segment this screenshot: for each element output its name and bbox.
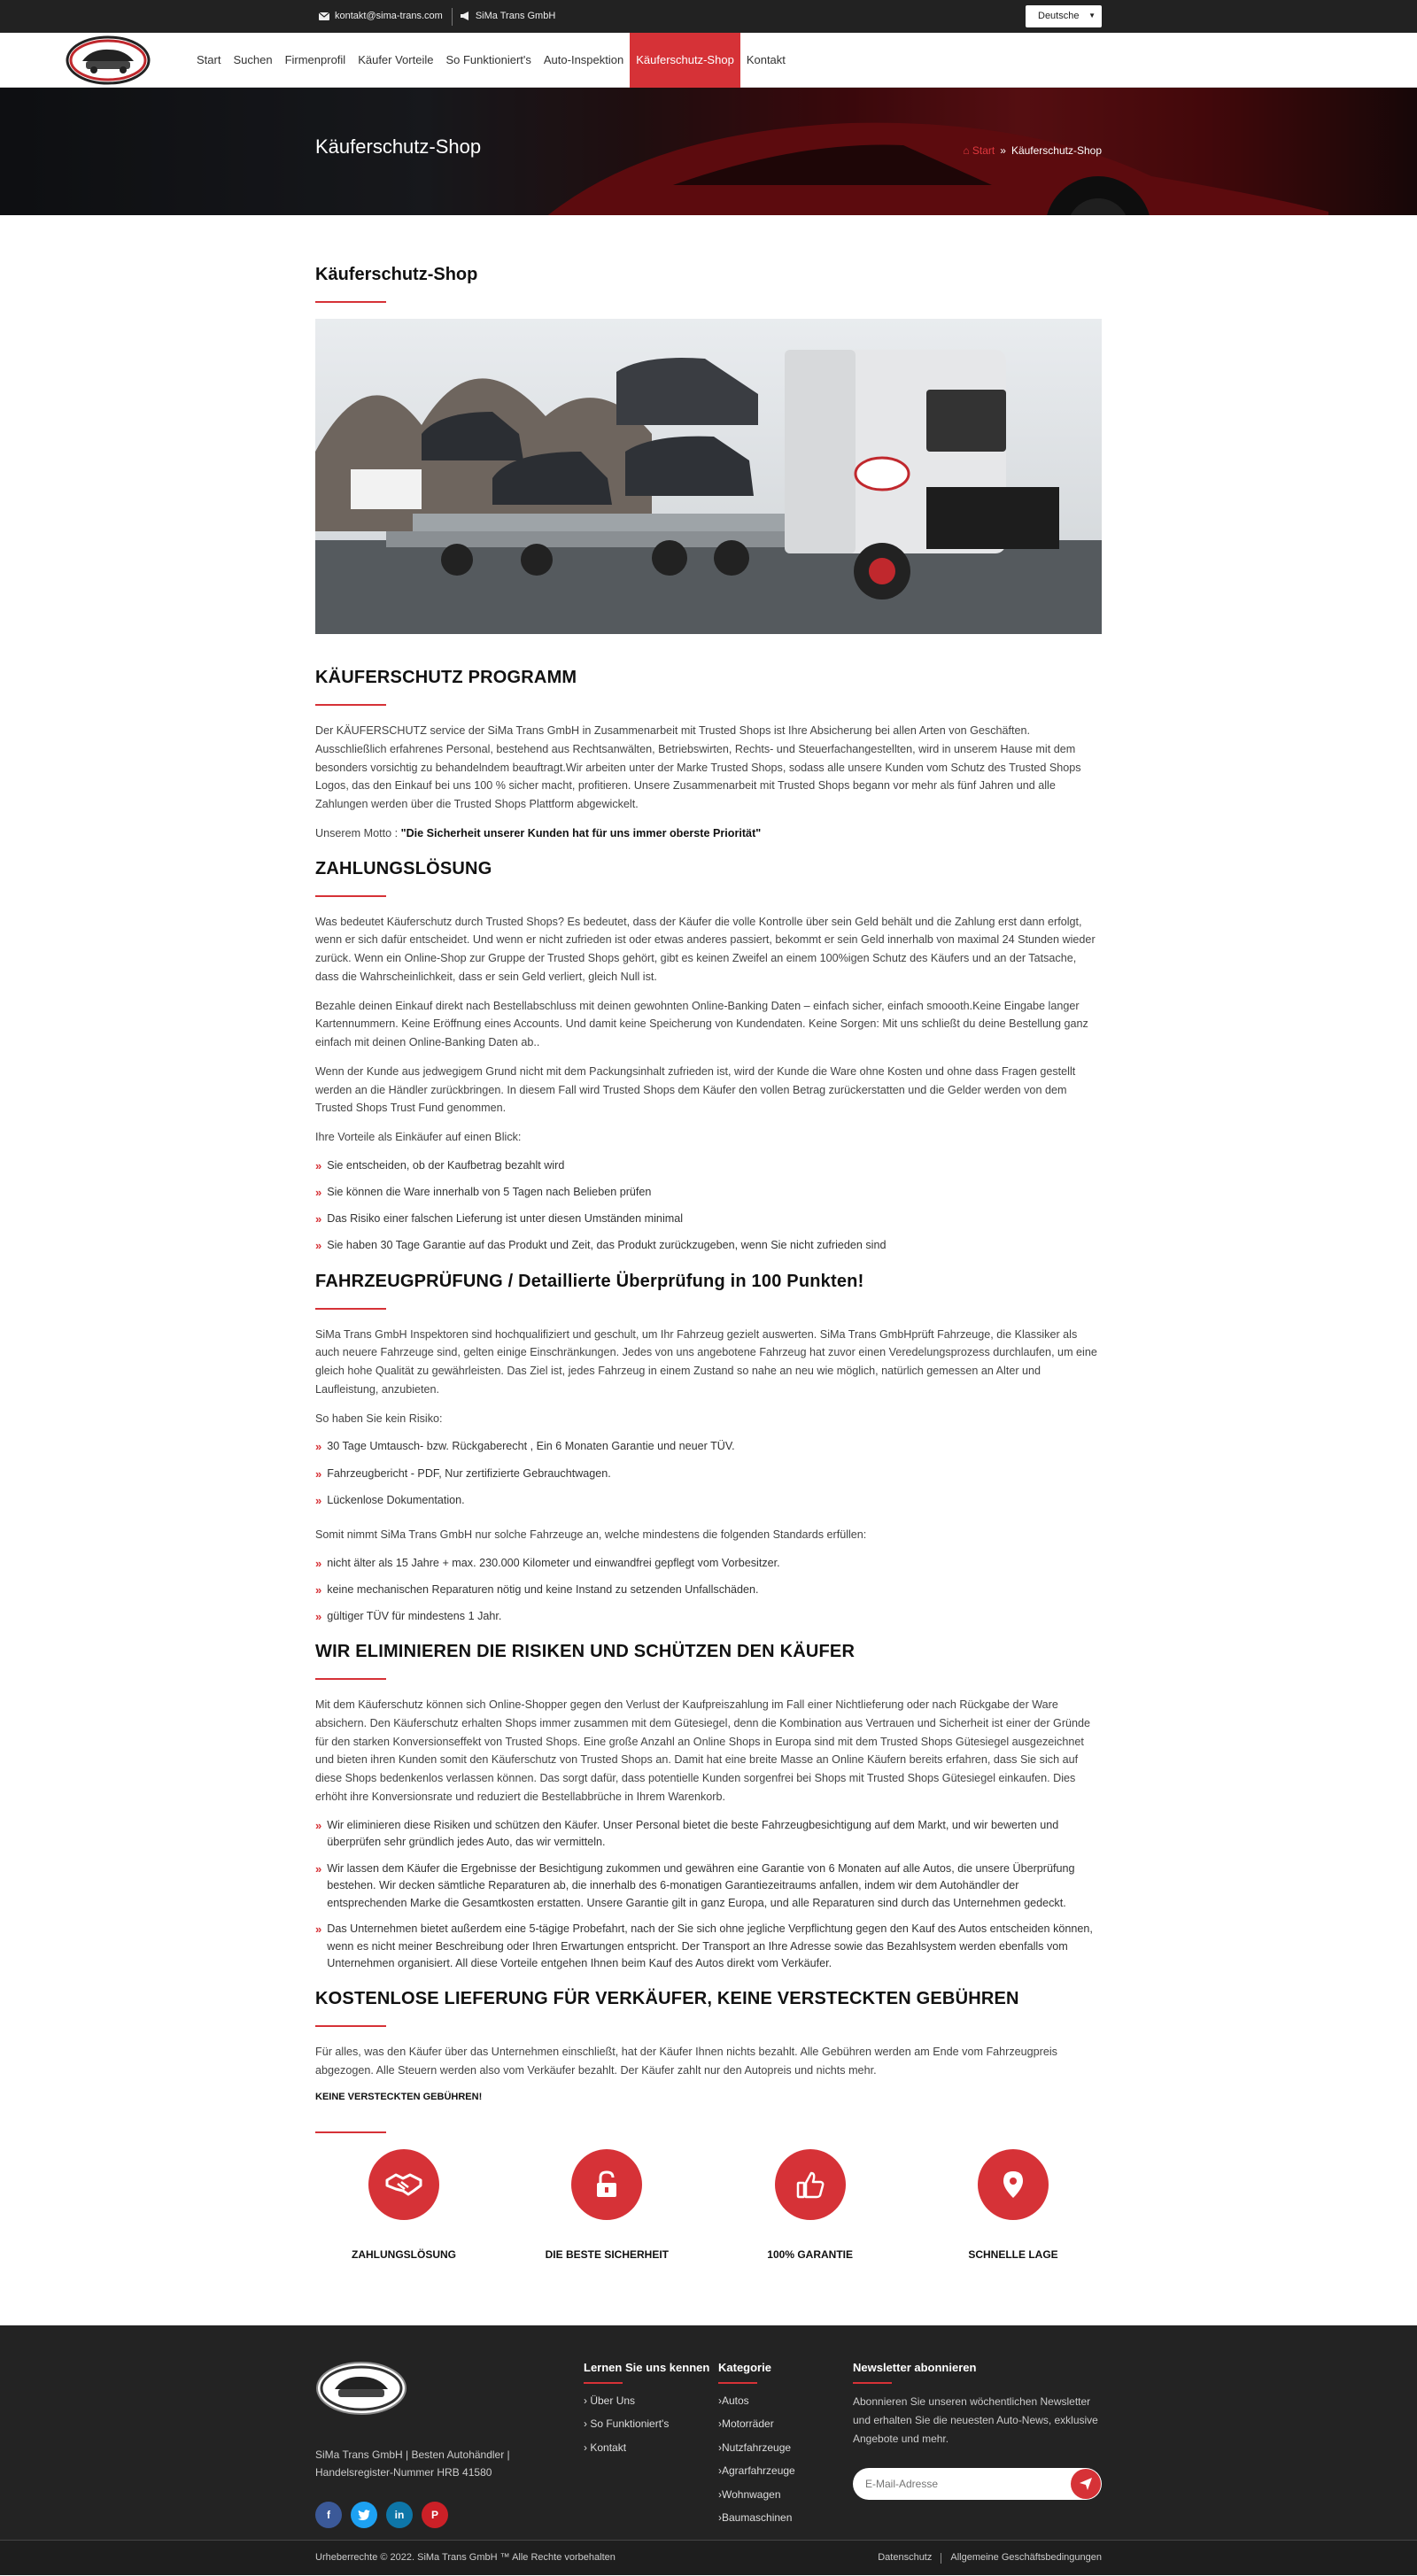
pruefung-risk-list [315,1438,1102,1509]
feature-icons-row [315,2149,1102,2325]
chevron-right-icon: » [315,1493,322,1507]
zahlung-paragraph-2: Bezahle deinen Einkauf direkt nach Bestellabschluss mit deinen gewohnten Online-Banking Daten – einfach sicher, einfach smoooth.Keine Eingabe langer Kartennummern. Keine Eröffnung eines Accounts. Und damit keine Speicherung von Kundendaten. Keine Sorgen: Mit uns schließt du deine Bestellung ganz einfach mit deinen Online-Banking Daten ab.. [315,999,1088,1049]
email-contact[interactable] [315,9,452,24]
feature-item [722,2149,899,2263]
truck-transport-photo [315,319,1102,634]
home-icon: ⌂ [963,144,970,157]
breadcrumb-home[interactable] [963,143,995,159]
footer-link-kontakt[interactable]: › Kontakt [584,2441,627,2454]
nav-item-kaeufer-vorteile[interactable]: Käufer Vorteile [358,52,434,66]
list-item [315,1555,1102,1573]
zahlung-benefits-list [315,1157,1102,1256]
legal-links [878,2550,1102,2565]
chevron-right-icon: » [315,1466,322,1481]
list-item [315,1466,1102,1483]
twitter-icon[interactable] [351,2502,377,2528]
megaphone-icon [460,12,470,20]
nav-item-firmenprofil[interactable]: Firmenprofil [284,52,346,66]
list-item-text: Sie können die Ware innerhalb von 5 Tagen nach Belieben prüfen [327,1186,652,1199]
footer-link-baumaschinen[interactable]: ›Baumaschinen [718,2511,793,2525]
footer-link-so-funktionierts[interactable]: › So Funktioniert's [584,2417,670,2431]
list-item-text: Das Risiko einer falschen Lieferung ist unter diesen Umständen minimal [327,1212,684,1226]
feature-item [315,2149,492,2263]
chevron-right-icon: » [315,1556,322,1570]
hero-title: Käuferschutz-Shop [315,135,482,158]
list-item-text: gültiger TÜV für mindestens 1 Jahr. [327,1609,502,1622]
footer-category-title: Kategorie [718,2360,771,2374]
list-item [315,1211,1102,1228]
feature-label: SCHNELLE LAGE [968,2248,1058,2262]
footer-link-nutzfahrzeuge[interactable]: ›Nutzfahrzeuge [718,2441,792,2454]
envelope-icon [319,12,329,20]
list-item [315,1860,1102,1913]
title-underline [315,301,386,303]
chevron-right-icon: » [315,1239,322,1253]
newsletter-form [853,2468,1102,2500]
list-item [315,1817,1102,1852]
pruefung-paragraph-1: SiMa Trans GmbH Inspektoren sind hochqualifiziert und geschult, um Ihr Fahrzeug gezielt auswerten. SiMa Trans GmbHprüft Fahrzeuge, die Klassiker als auch neuere Fahrzeuge sind, gelten einige Einschränkungen. Jedes von uns angebotene Fahrzeug hat zuvor einen Veredelungsprozess durchlaufen, um eine gleich hohe Qualität zu gewährleisten. Das Ziel ist, jedes Fahrzeug in einem Zustand so nahe an neu wie möglich, natürlich gemessen an Alter und Laufleistung, anzubieten. [315,1327,1097,1396]
pruefung-standards-list [315,1555,1102,1626]
footer-title-underline [718,2382,757,2384]
footer-learn [584,2361,718,2533]
section-title-programm: KÄUFERSCHUTZ PROGRAMM [315,668,577,687]
footer-caption: SiMa Trans GmbH | Besten Autohändler | Handelsregister-Nummer HRB 41580 [315,2448,510,2479]
feature-circle [571,2149,642,2220]
section-underline [315,895,386,897]
nav-item-auto-inspektion[interactable]: Auto-Inspektion [543,52,624,66]
nav-item-kontakt[interactable]: Kontakt [746,52,786,66]
section-title-lieferung: KOSTENLOSE LIEFERUNG FÜR VERKÄUFER, KEINE VERSTECKTEN GEBÜHREN [315,1988,1019,2008]
list-item [315,1438,1102,1456]
handshake-icon [385,2171,422,2198]
footer-link-motorraeder[interactable]: ›Motorräder [718,2417,774,2431]
list-item-text: Sie entscheiden, ob der Kaufbetrag bezahlt wird [327,1159,565,1172]
copyright-text: Urheberrechte © 2022. SiMa Trans GmbH ™ Alle Rechte vorbehalten [315,2552,616,2564]
paper-plane-icon [1080,2478,1092,2490]
site-footer [0,2325,1417,2575]
no-hidden-fees-note: KEINE VERSTECKTEN GEBÜHREN! [315,2092,483,2103]
breadcrumb-current: Käuferschutz-Shop [1010,144,1102,157]
motto-label: Unserem Motto : [315,826,399,839]
feature-item [925,2149,1102,2263]
footer-title-underline [853,2382,892,2384]
top-bar [0,0,1417,33]
page-hero-banner [0,88,1417,215]
list-item-text: Wir eliminieren diese Risiken und schützen den Käufer. Unser Personal bietet die beste Fahrzeugbesichtigung auf dem Markt, und wir bewerten und überprüfen sehr gründlich jedes Auto, das wir vermitteln. [327,1818,1059,1849]
footer-link-label: Baumaschinen [722,2511,793,2525]
footer-newsletter [853,2361,1102,2533]
page-title: Käuferschutz-Shop [315,265,478,284]
list-item-text: Wir lassen dem Käufer die Ergebnisse der Besichtigung zukommen und gewähren eine Garantie von 6 Monaten auf alle Autos, die unsere Überprüfung bestehen. Wir decken sämtliche Reparaturen ab, die innerhalb des 6-monatigen Garantiezeitraums anfallen, indem wir dem Autohändler der entsprechenden Marke die Gesamtkosten erstatten. Unsere Garantie gilt in ganz Europa, und alle Reparaturen sind durch das Unternehmen gedeckt. [327,1861,1075,1909]
feature-label: 100% GARANTIE [767,2248,853,2262]
risiken-paragraph: Mit dem Käuferschutz können sich Online-Shopper gegen den Verlust der Kaufpreiszahlung im Fall einer Nichtlieferung oder nach Rückgabe der Ware absichern. Den Käuferschutz erhalten Shops immer zusammen mit dem Gütesiegel, denn die Kombination aus Vertrauen und Sicherheit ist einer der Gründe für den starken Konversionseffekt von Trusted Shops. Eine große Anzahl an Online Shops in Europa sind mit dem Trusted Shops Gütesiegel ausgezeichnet und bieten ihren Kunden somit den Käuferschutz von Trusted Shops an. Damit hat eine breite Masse an Online Käufern bereits erfahren, dass Sie sich auf diese Shops bedenkenlos verlassen können. Das sorgt dafür, dass potentielle Kunden sorgenfrei bei Shops mit Trusted Shops Gütesiegel einkaufen. Dies erhöht ihre Konversionsrate und reduziert die Bestellabbrüche in Ihrem Warenkorb. [315,1698,1091,1803]
list-item-text: Fahrzeugbericht - PDF, Nur zertifizierte Gebrauchtwagen. [327,1466,611,1480]
nav-item-start[interactable]: Start [197,52,221,66]
breadcrumb-home-label: Start [972,144,995,157]
breadcrumb-separator: » [1000,144,1006,157]
section-underline [315,704,386,706]
chevron-right-icon: » [315,1922,322,1937]
language-value: Deutsche [1038,10,1080,21]
privacy-link[interactable]: Datenschutz [878,2552,933,2564]
list-item [315,1921,1102,1973]
chevron-right-icon: » [315,1582,322,1597]
feature-label: ZAHLUNGSLÖSUNG [352,2248,456,2262]
list-item-text: keine mechanischen Reparaturen nötig und keine Instand zu setzenden Unfallschäden. [327,1582,759,1596]
list-item-text: Lückenlose Dokumentation. [327,1493,465,1506]
pruefung-paragraph-3: Somit nimmt SiMa Trans GmbH nur solche Fahrzeuge an, welche mindestens die folgenden Standards erfüllen: [315,1528,867,1541]
footer-link-label: Nutzfahrzeuge [722,2441,792,2454]
footer-link-label: Autos [722,2394,749,2407]
chevron-right-icon: » [315,1440,322,1454]
feature-label: DIE BESTE SICHERHEIT [545,2248,669,2262]
chevron-right-icon: » [315,1212,322,1226]
motto-text: "Die Sicherheit unserer Kunden hat für uns immer oberste Priorität" [400,826,762,839]
linkedin-icon[interactable]: in [386,2502,413,2528]
nav-item-suchen[interactable]: Suchen [233,52,273,66]
list-item [315,1184,1102,1202]
section-underline [315,2025,386,2027]
caret-down-icon: ▼ [1088,12,1096,20]
zahlung-paragraph-4: Ihre Vorteile als Einkäufer auf einen Blick: [315,1131,522,1144]
section-underline [315,1678,386,1680]
email-text: kontakt@sima-trans.com [335,10,443,21]
chevron-right-icon: » [315,1159,322,1173]
footer-learn-title: Lernen Sie uns kennen [584,2360,710,2374]
footer-category [718,2361,853,2533]
unlock-icon [595,2170,618,2199]
list-item-text: Sie haben 30 Tage Garantie auf das Produkt und Zeit, das Produkt zurückzugeben, wenn Sie nicht zufrieden sind [327,1239,887,1252]
list-item [315,1157,1102,1175]
pruefung-paragraph-2: So haben Sie kein Risiko: [315,1412,443,1425]
footer-newsletter-title: Newsletter abonnieren [853,2360,977,2374]
footer-bottom-bar [0,2540,1417,2575]
section-underline [315,1308,386,1310]
language-select[interactable] [1026,5,1102,27]
programm-paragraph: Der KÄUFERSCHUTZ service der SiMa Trans GmbH in Zusammenarbeit mit Trusted Shops ist Ihre Absicherung bei allen Arten von Geschäften. Ausschließlich erfahrenes Personal, bestehend aus Rechtsanwälten, Betriebswirten, Rechts- und Steuerfachangestellten, wird in unserem Hause mit dem besonders vorsichtig zu behandelndem beauftragt.Wir arbeiten unter der Marke Trusted Shops, sodass alle unsere Kunden vom Schutz des Trusted Shops Logos, das den Einkauf bei uns 100 % sicher macht, profitieren. Unsere Zusammenarbeit mit Trusted Shops begann vor mehr als fünf Jahren und alle Zahlungen werden über die Trusted Shops Plattform abgewickelt. [315,724,1081,811]
zahlung-paragraph-3: Wenn der Kunde aus jedwegigem Grund nicht mit dem Packungsinhalt zufrieden ist, wird der Kunde die Ware ohne Kosten und ohne dass Fragen gestellt werden an die Händler zurückbringen. In diesem Fall wird Trusted Shops dem Käufer den vollen Betrag zurückerstatten und die Gelder werden von dem Trusted Shops Trust Fund genommen. [315,1064,1076,1115]
newsletter-description: Abonnieren Sie unseren wöchentlichen Newsletter und erhalten Sie die neuesten Auto-News, exklusive Angebote und mehr. [853,2394,1098,2445]
footer-link-label: Agrarfahrzeuge [722,2464,795,2478]
newsletter-submit-button[interactable] [1071,2469,1101,2499]
nav-menu [190,33,792,88]
chevron-right-icon: » [315,1609,322,1623]
newsletter-email-input[interactable] [865,2478,1060,2490]
footer-link-agrarfahrzeuge[interactable]: ›Agrarfahrzeuge [718,2464,795,2478]
company-text: SiMa Trans GmbH [475,10,556,21]
feature-circle [775,2149,846,2220]
breadcrumb [963,143,1102,159]
list-item [315,1582,1102,1599]
chevron-right-icon: » [315,1861,322,1876]
feature-item [518,2149,695,2263]
footer-link-label: Motorräder [722,2417,774,2431]
motto-line [315,824,1102,843]
feature-circle [368,2149,439,2220]
list-item-text: Das Unternehmen bietet außerdem eine 5-tägige Probefahrt, nach der Sie sich ohne jegliche Verpflichtung gegen den Kauf des Autos entscheiden können, wenn es nicht meiner Beschreibung oder Ihren Erwartungen entspricht. Der Transport an Ihre Adresse sowie das Bezahlsystem werden ebenfalls vom Unternehmen organisiert. All diese Vorteile entgehen Ihnen beim Kauf des Autos direkt vom Verkäufer. [327,1922,1093,1970]
footer-link-label: Über Uns [590,2394,636,2407]
chevron-right-icon: » [315,1186,322,1200]
footer-link-label: So Funktioniert's [590,2417,670,2431]
list-item [315,1608,1102,1626]
section-title-risiken: WIR ELIMINIEREN DIE RISIKEN UND SCHÜTZEN DEN KÄUFER [315,1642,856,1662]
divider [452,8,453,26]
list-item [315,1492,1102,1510]
footer-link-wohnwagen[interactable]: ›Wohnwagen [718,2487,781,2501]
footer-about [315,2361,584,2533]
section-underline [315,2131,386,2133]
site-logo[interactable] [65,35,151,86]
footer-link-label: Wohnwagen [722,2487,781,2501]
list-item-text: nicht älter als 15 Jahre + max. 230.000 Kilometer und einwandfrei gepflegt vom Vorbesitzer. [327,1556,780,1569]
footer-link-label: Kontakt [590,2441,627,2454]
section-title-zahlung: ZAHLUNGSLÖSUNG [315,858,492,878]
nav-item-kaeuferschutz-shop[interactable]: Käuferschutz-Shop [630,33,740,88]
nav-item-so-funktionierts[interactable]: So Funktioniert's [445,52,531,66]
footer-title-underline [584,2382,623,2384]
chevron-right-icon: » [315,1818,322,1832]
thumbs-up-icon [796,2170,825,2199]
list-item [315,1237,1102,1255]
lieferung-paragraph: Für alles, was den Käufer über das Unternehmen einschließt, hat der Käufer Ihnen nichts bezahlt. Alle Gebühren werden am Ende vom Fahrzeugpreis abgezogen. Alle Steuern werden also vom Verkäufer bezahlt. Der Käufer zahlt nur den Autopreis und nichts mehr. [315,2045,1057,2077]
zahlung-paragraph-1: Was bedeutet Käuferschutz durch Trusted Shops? Es bedeutet, dass der Käufer die volle Kontrolle über sein Geld behält und die Zahlung erst dann erfolgt, wenn er sich dafür entscheidet. Und wenn er nicht zufrieden ist oder etwas anderes passiert, bekommt er sein Geld innerhalb von maximal 24 Stunden wieder zurück. Wenn ein Online-Shop zur Gruppe der Trusted Shops gehört, gibt es keinen Zweifel an einem 100%igen Schutz des Käufers und an der Tatsache, dass die Wahrscheinlichkeit, dass er sein Geld verliert, gleich Null ist. [315,915,1096,983]
section-title-pruefung: FAHRZEUGPRÜFUNG / Detaillierte Überprüfung in 100 Punkten! [315,1271,864,1291]
footer-link-autos[interactable]: ›Autos [718,2394,749,2407]
terms-link[interactable]: Allgemeine Geschäftsbedingungen [950,2552,1102,2564]
risiken-list [315,1817,1102,1973]
feature-circle [978,2149,1049,2220]
footer-logo[interactable] [315,2361,407,2416]
social-links [315,2502,584,2528]
facebook-icon[interactable]: f [315,2502,342,2528]
pinterest-icon[interactable]: P [422,2502,448,2528]
list-item-text: 30 Tage Umtausch- bzw. Rückgaberecht , Ein 6 Monaten Garantie und neuer TÜV. [327,1440,735,1453]
main-navbar [0,33,1417,88]
footer-link-ueber-uns[interactable]: › Über Uns [584,2394,636,2407]
company-contact[interactable] [456,9,564,24]
map-pin-icon [1003,2170,1024,2199]
